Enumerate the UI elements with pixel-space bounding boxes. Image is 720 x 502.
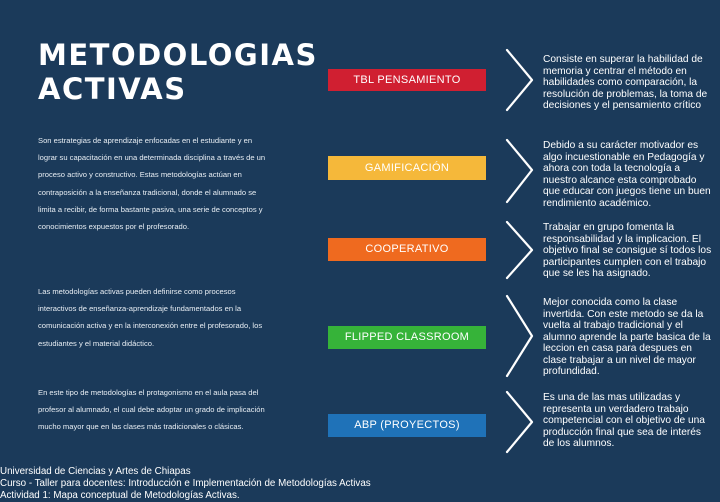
intro-paragraph-1: Son estrategias de aprendizaje enfocadas en el estudiante y en lograr su capacitación en una determinada disciplina a través de un proceso activo y constructivo. Estas metodologías actúan en contraposición a la enseñanza tradicional, donde el alumnado se limita a recibir, de forma bastante pasiva, una serie de conceptos y conocimientos expuestos por el profesorado. xyxy=(38,136,266,232)
chevron-icon-abp xyxy=(507,392,532,452)
method-label-gamificacion: GAMIFICACIÓN xyxy=(364,161,450,174)
method-description-abp: Es una de las mas utilizadas y representa un verdadero trabajo competencial con el objetivo de una producción final que sea de interés de los alumnos. xyxy=(543,392,705,449)
title-line-2: ACTIVAS xyxy=(38,72,187,106)
chevron-icon-tbl xyxy=(507,50,532,110)
footer-activity: Actividad 1: Mapa conceptual de Metodologías Activas. xyxy=(0,490,240,501)
chevron-icon-gamificacion xyxy=(507,140,532,202)
method-label-abp: ABP (PROYECTOS) xyxy=(354,419,460,431)
chevron-icon-cooperativo xyxy=(507,222,532,278)
method-label-tbl: TBL PENSAMIENTO xyxy=(353,73,461,86)
title-line-1: METODOLOGIAS xyxy=(38,38,318,72)
method-description-gamificacion: Debido a su carácter motivador es algo incuestionable en Pedagogía y ahora con toda la tecnología a nuestro alcance esta comprobado que educar con juegos tiene un buen rendimiento académico. xyxy=(543,140,711,209)
method-description-cooperativo: Trabajar en grupo fomenta la responsabilidad y la implicacion. El objetivo final se consigue sí todos los participantes cumplen con el trabajo que se les ha asignado. xyxy=(543,222,712,279)
method-label-cooperativo: COOPERATIVO xyxy=(365,243,449,255)
method-label-flipped: FLIPPED CLASSROOM xyxy=(344,331,470,343)
intro-paragraph-2: Las metodologías activas pueden definirse como procesos interactivos de enseñanza-aprendizaje fundamentados en la comunicación activa y en la interconexión entre el profesorado, los estudiantes y el material didáctico. xyxy=(38,287,263,348)
method-description-flipped: Mejor conocida como la clase invertida. Con este metodo se da la vuelta al trabajo tradicional y el alumno aprende la parte basica de la leccion en casa para despues en clase trabajar a un nivel de mayor profundidad. xyxy=(543,297,711,377)
chevron-icon-flipped xyxy=(507,296,532,376)
intro-paragraph-3: En este tipo de metodologías el protagonismo en el aula pasa del profesor al alumnado, el cual debe adoptar un grado de implicación mucho mayor que en las clases más tradicionales o clásicas. xyxy=(38,388,265,432)
footer-course: Curso - Taller para docentes: Introducción e Implementación de Metodologías Activas xyxy=(0,478,371,489)
footer-university: Universidad de Ciencias y Artes de Chiapas xyxy=(0,466,191,477)
method-description-tbl: Consiste en superar la habilidad de memoria y centrar el método en habilidades como comparación, la resolución de problemas, la toma de decisiones y el pensamiento crítico xyxy=(543,54,708,111)
